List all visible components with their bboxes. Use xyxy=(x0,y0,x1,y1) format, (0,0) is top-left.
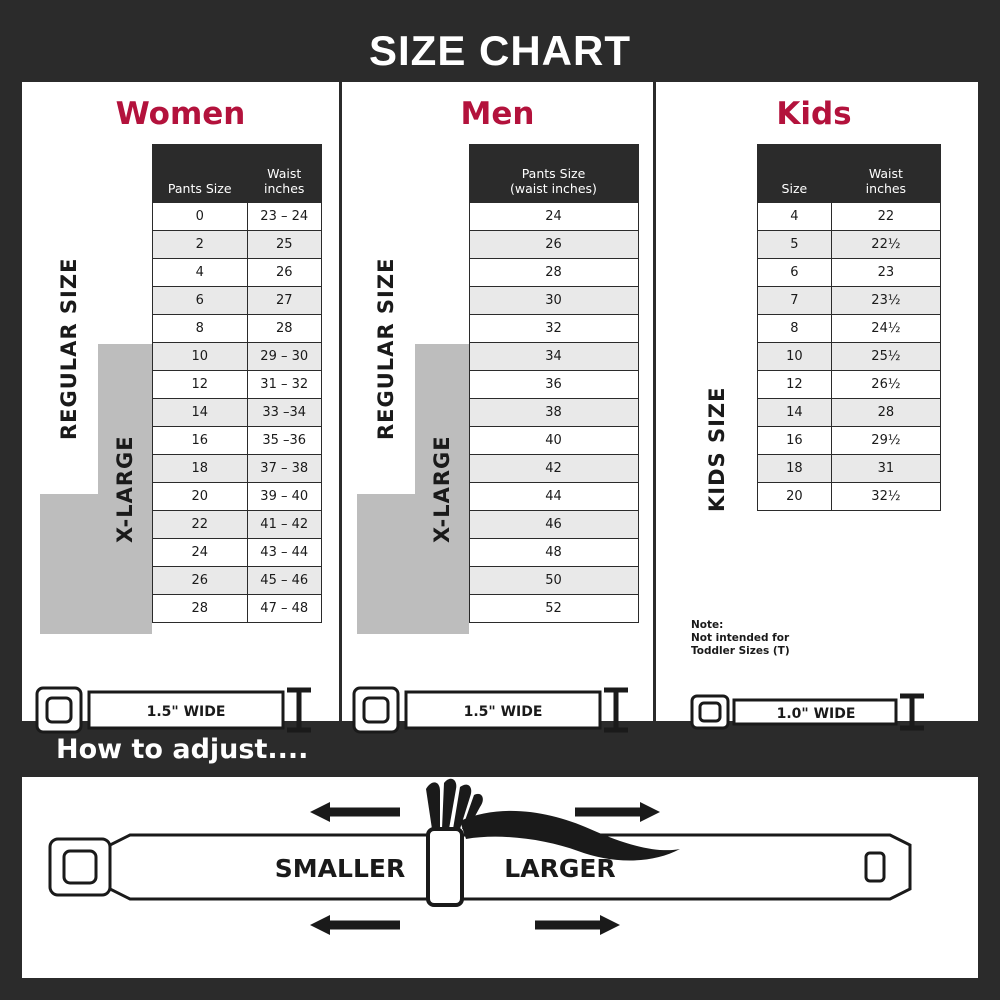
table-cell: 28 xyxy=(247,315,321,343)
table-row xyxy=(152,399,321,427)
table-row xyxy=(152,427,321,455)
table-cell: 8 xyxy=(152,315,247,343)
table-cell: 42 xyxy=(469,455,638,483)
smaller-label: SMALLER xyxy=(274,854,406,883)
table-cell: 16 xyxy=(758,427,832,455)
table-row xyxy=(152,315,321,343)
arrow-right-lower xyxy=(535,915,620,935)
table-cell: 29 – 30 xyxy=(247,343,321,371)
table-cell: 43 – 44 xyxy=(247,539,321,567)
table-cell: 39 – 40 xyxy=(247,483,321,511)
table-cell: 52 xyxy=(469,595,638,623)
table-cell: 23 xyxy=(831,259,940,287)
larger-label: LARGER xyxy=(504,854,616,883)
belt-15-svg-men xyxy=(348,670,648,750)
table-cell: 23 – 24 xyxy=(247,203,321,231)
arrow-left-upper xyxy=(310,802,400,822)
arrow-left-lower xyxy=(310,915,400,935)
table-cell: 24 xyxy=(469,203,638,231)
table-cell: 23½ xyxy=(831,287,940,315)
table-row xyxy=(758,259,941,287)
table-row xyxy=(152,371,321,399)
kids-heading: Kids xyxy=(776,96,852,132)
table-row xyxy=(758,399,941,427)
table-cell: 12 xyxy=(758,371,832,399)
table-row xyxy=(758,203,941,231)
table-row xyxy=(152,539,321,567)
table-cell: 8 xyxy=(758,315,832,343)
table-cell: 37 – 38 xyxy=(247,455,321,483)
table-row xyxy=(152,595,321,623)
table-row xyxy=(469,287,638,315)
table-cell: 20 xyxy=(152,483,247,511)
table-cell: 27 xyxy=(247,287,321,315)
table-cell: 35 –36 xyxy=(247,427,321,455)
table-row xyxy=(152,259,321,287)
table-cell: 26½ xyxy=(831,371,940,399)
table-cell: 6 xyxy=(758,259,832,287)
men-size-table xyxy=(469,144,639,623)
belt-15-svg xyxy=(31,670,331,750)
table-cell: 5 xyxy=(758,231,832,259)
table-row xyxy=(469,539,638,567)
table-cell: 48 xyxy=(469,539,638,567)
table-cell: 46 xyxy=(469,511,638,539)
table-cell: 4 xyxy=(152,259,247,287)
table-row xyxy=(469,259,638,287)
men-col-header-pants: Pants Size (waist inches) xyxy=(469,145,638,203)
table-cell: 33 –34 xyxy=(247,399,321,427)
table-row xyxy=(152,567,321,595)
table-cell: 31 xyxy=(831,455,940,483)
kids-note: Note: Not intended for Toddler Sizes (T) xyxy=(691,618,790,657)
men-table-wrap xyxy=(357,144,639,664)
table-header-row xyxy=(152,145,321,203)
table-cell: 7 xyxy=(758,287,832,315)
table-cell: 22 xyxy=(152,511,247,539)
table-cell: 28 xyxy=(831,399,940,427)
table-row xyxy=(152,203,321,231)
table-cell: 50 xyxy=(469,567,638,595)
table-cell: 38 xyxy=(469,399,638,427)
table-row xyxy=(469,511,638,539)
table-cell: 47 – 48 xyxy=(247,595,321,623)
table-cell: 14 xyxy=(152,399,247,427)
table-cell: 44 xyxy=(469,483,638,511)
table-row xyxy=(758,343,941,371)
size-tables-section xyxy=(22,82,978,724)
table-cell: 25 xyxy=(247,231,321,259)
women-column xyxy=(22,82,339,721)
table-row xyxy=(152,511,321,539)
table-cell: 14 xyxy=(758,399,832,427)
belt-10-svg xyxy=(684,670,944,750)
table-cell: 20 xyxy=(758,483,832,511)
table-row xyxy=(152,455,321,483)
table-cell: 34 xyxy=(469,343,638,371)
table-cell: 32 xyxy=(469,315,638,343)
men-xlarge-label: X-LARGE xyxy=(415,344,469,634)
table-row xyxy=(469,427,638,455)
table-cell: 10 xyxy=(152,343,247,371)
table-row xyxy=(469,483,638,511)
belt-end-slot xyxy=(866,853,884,881)
table-header-row xyxy=(758,145,941,203)
table-cell: 4 xyxy=(758,203,832,231)
women-heading: Women xyxy=(115,96,246,132)
table-cell: 22 xyxy=(831,203,940,231)
table-cell: 2 xyxy=(152,231,247,259)
table-cell: 22½ xyxy=(831,231,940,259)
table-row xyxy=(152,483,321,511)
table-row xyxy=(469,371,638,399)
arrow-right-upper xyxy=(575,802,660,822)
table-row xyxy=(469,315,638,343)
table-cell: 26 xyxy=(469,231,638,259)
table-cell: 26 xyxy=(247,259,321,287)
kids-col-header-waist: Waist inches xyxy=(831,145,940,203)
kids-size-label: KIDS SIZE xyxy=(687,334,747,564)
table-cell: 36 xyxy=(469,371,638,399)
table-cell: 16 xyxy=(152,427,247,455)
table-cell: 0 xyxy=(152,203,247,231)
belt-adjust-svg xyxy=(30,777,970,957)
table-row xyxy=(152,287,321,315)
table-cell: 18 xyxy=(758,455,832,483)
table-cell: 32½ xyxy=(831,483,940,511)
table-cell: 28 xyxy=(152,595,247,623)
women-xlarge-label: X-LARGE xyxy=(98,344,152,634)
table-row xyxy=(469,343,638,371)
table-row xyxy=(469,567,638,595)
table-cell: 30 xyxy=(469,287,638,315)
table-cell: 29½ xyxy=(831,427,940,455)
table-row xyxy=(152,343,321,371)
men-regular-size-label: REGULAR SIZE xyxy=(357,204,415,494)
table-row xyxy=(152,231,321,259)
women-table-wrap xyxy=(40,144,322,664)
table-row xyxy=(469,595,638,623)
table-row xyxy=(758,287,941,315)
table-row xyxy=(469,455,638,483)
table-cell: 40 xyxy=(469,427,638,455)
howto-heading: How to adjust.... xyxy=(22,724,978,777)
belt-slider xyxy=(428,829,462,905)
table-row xyxy=(758,455,941,483)
table-row xyxy=(758,483,941,511)
kids-column xyxy=(656,82,972,721)
page-title: SIZE CHART xyxy=(22,22,978,82)
table-row xyxy=(758,427,941,455)
kids-table-body xyxy=(758,203,941,511)
kids-size-table xyxy=(757,144,941,511)
table-cell: 28 xyxy=(469,259,638,287)
table-row xyxy=(758,231,941,259)
women-belt-width-diagram xyxy=(22,670,339,762)
women-regular-size-label: REGULAR SIZE xyxy=(40,204,98,494)
women-table-body xyxy=(152,203,321,623)
women-col-header-waist: Waist inches xyxy=(247,145,321,203)
table-header-row xyxy=(469,145,638,203)
table-row xyxy=(469,203,638,231)
table-row xyxy=(469,231,638,259)
table-cell: 31 – 32 xyxy=(247,371,321,399)
table-cell: 12 xyxy=(152,371,247,399)
men-heading: Men xyxy=(460,96,535,132)
kids-belt-width-diagram xyxy=(656,670,972,762)
table-cell: 25½ xyxy=(831,343,940,371)
table-row xyxy=(758,371,941,399)
table-row xyxy=(758,315,941,343)
table-cell: 24½ xyxy=(831,315,940,343)
men-table-body xyxy=(469,203,638,623)
women-col-header-pants: Pants Size xyxy=(152,145,247,203)
kids-belt-width-label: 1.0" WIDE xyxy=(776,706,856,722)
howto-diagram xyxy=(22,777,978,978)
table-cell: 45 – 46 xyxy=(247,567,321,595)
table-cell: 18 xyxy=(152,455,247,483)
table-cell: 24 xyxy=(152,539,247,567)
table-cell: 10 xyxy=(758,343,832,371)
table-cell: 41 – 42 xyxy=(247,511,321,539)
men-belt-width-diagram xyxy=(342,670,653,762)
chart-card xyxy=(22,22,978,978)
men-column xyxy=(339,82,656,721)
table-cell: 26 xyxy=(152,567,247,595)
belt-buckle-inner xyxy=(64,851,96,883)
table-cell: 6 xyxy=(152,287,247,315)
kids-table-wrap xyxy=(687,144,941,664)
women-belt-width-label: 1.5" WIDE xyxy=(146,704,225,720)
men-belt-width-label: 1.5" WIDE xyxy=(463,704,542,720)
women-size-table xyxy=(152,144,322,623)
kids-col-header-size: Size xyxy=(758,145,832,203)
table-row xyxy=(469,399,638,427)
